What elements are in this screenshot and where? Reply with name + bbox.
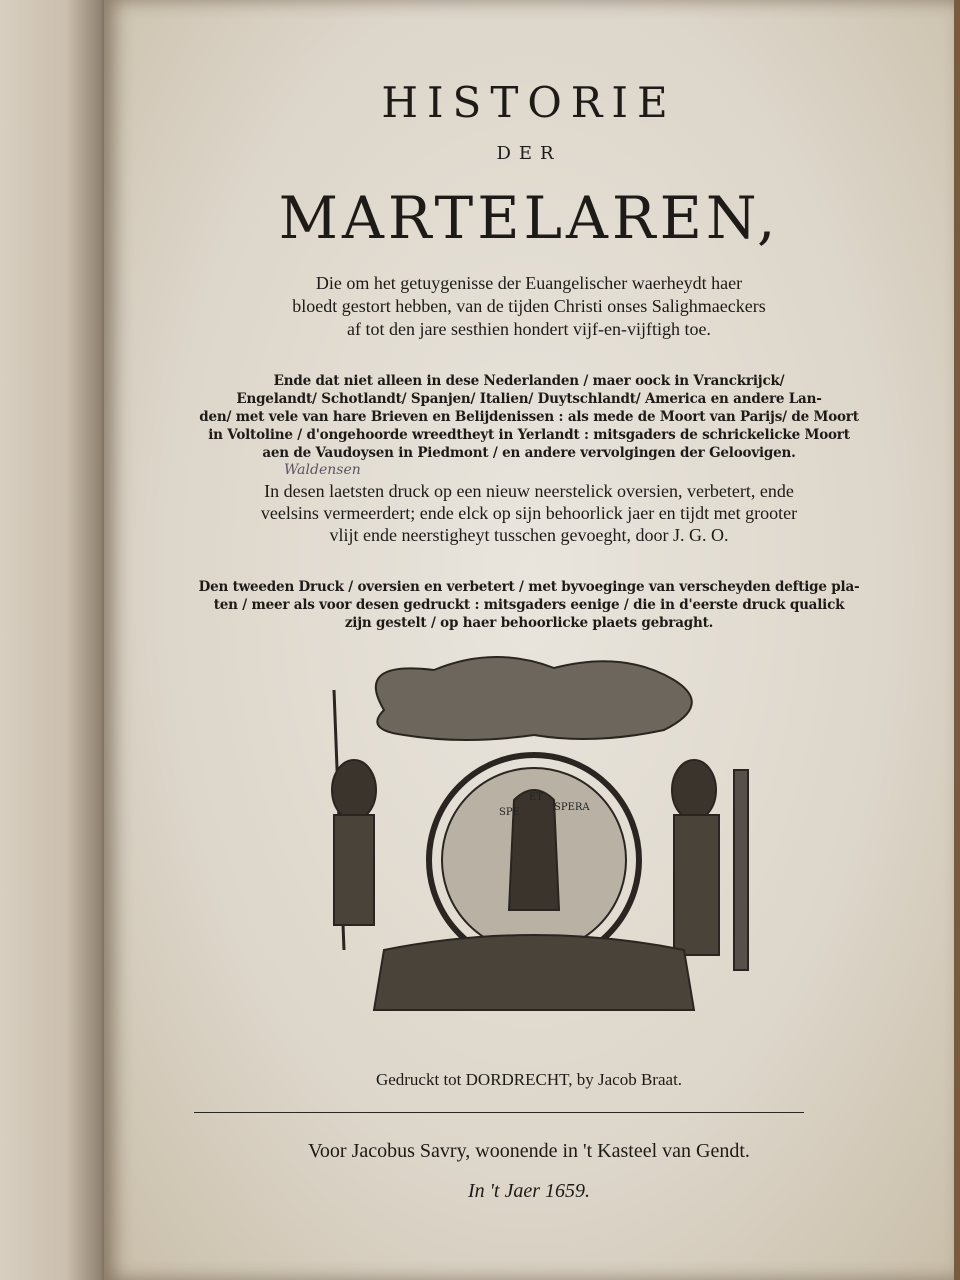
paragraph-line: In desen laetsten druck op een nieuw neerstelick oversien, verbetert, ende xyxy=(264,481,794,501)
handwritten-note: Waldensen xyxy=(284,462,361,478)
blackletter-block-1 xyxy=(104,372,954,462)
motto-word: ET xyxy=(529,792,543,803)
blackletter-line: aen de Vaudoysen in Piedmont / en andere vervolgingen der Geloovigen. xyxy=(262,445,796,461)
title-der: DER xyxy=(496,143,562,164)
subtitle xyxy=(104,272,954,341)
blackletter-line: Ende dat niet alleen in dese Nederlanden / maer oock in Vranckrijck/ xyxy=(273,373,785,389)
title-historie: HISTORIE xyxy=(381,78,677,127)
subtitle-line: af tot den jare sesthien hondert vijf-en-vijftigh toe. xyxy=(347,319,711,339)
blackletter-line: zijn gestelt / op haer behoorlicke plaets gebraght. xyxy=(344,615,714,631)
left-page-edge xyxy=(0,0,110,1280)
edition-paragraph xyxy=(104,480,954,546)
cloud xyxy=(376,657,692,740)
imprint-line: Gedruckt tot DORDRECHT, by Jacob Braat. xyxy=(375,1070,683,1089)
printers-device-engraving xyxy=(294,650,774,1020)
year-line: In 't Jaer 1659. xyxy=(467,1180,591,1202)
paragraph-line: vlijt ende neerstigheyt tusschen gevoeght, door J. G. O. xyxy=(329,525,729,545)
paragraph-line: veelsins vermeerdert; ende elck op sijn behoorlick jaer en tijdt met grooter xyxy=(260,503,798,523)
blackletter-line: Engelandt/ Schotlandt/ Spanjen/ Italien/ Duytschlandt/ America en andere Lan- xyxy=(236,391,822,407)
subtitle-line: bloedt gestort hebben, van de tijden Christi onses Salighmaeckers xyxy=(292,296,766,316)
title-page xyxy=(104,0,954,1280)
blackletter-line: Den tweeden Druck / oversien en verbetert / met byvoeginge van verscheyden deftige pla- xyxy=(198,579,860,595)
divider-rule xyxy=(194,1112,804,1113)
motto-word: SPE xyxy=(499,807,520,818)
motto-word: SPERA xyxy=(554,802,590,813)
blackletter-line: ten / meer als voor desen gedruckt : mitsgaders eenige / die in d'eerste druck qualick xyxy=(213,597,845,613)
publisher-line: Voor Jacobus Savry, woonende in 't Kasteel van Gendt. xyxy=(308,1140,750,1162)
blackletter-block-2 xyxy=(104,578,954,632)
blackletter-line: in Voltoline / d'ongehoorde wreedtheyt in Yerlandt : mitsgaders de schrickelicke Moort xyxy=(208,427,850,443)
blackletter-line: den/ met vele van hare Brieven en Belijdenissen : als mede de Moort van Parijs/ de Moort xyxy=(199,409,859,425)
title-martelaren: MARTELAREN, xyxy=(278,184,780,252)
subtitle-line: Die om het getuygenisse der Euangelischer waerheydt haer xyxy=(315,273,743,293)
